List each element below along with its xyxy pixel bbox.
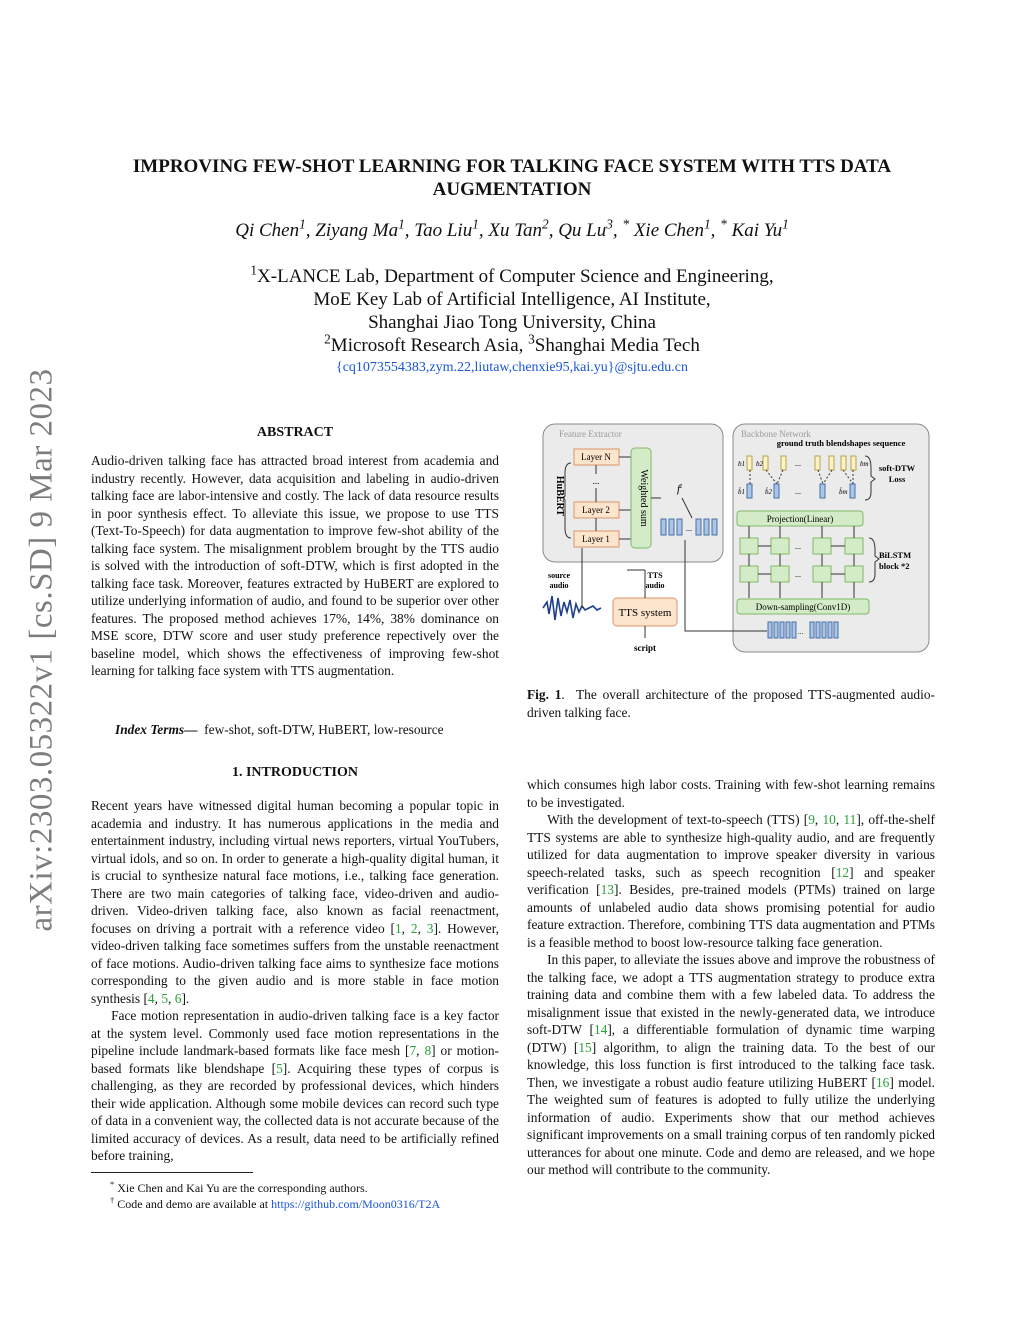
b1-label: b1 xyxy=(738,460,745,468)
affiliation-line: $^1$X-LANCE Lab, Department of Computer Science and Engineering, xyxy=(250,262,774,287)
citation-link[interactable]: 8 xyxy=(424,1043,432,1058)
affiliations xyxy=(100,262,924,357)
citation-link[interactable]: 16 xyxy=(875,1074,890,1090)
citation-link[interactable]: 3 xyxy=(426,920,434,936)
caption-text: The overall architecture of the proposed TTS-augmented audio-driven talking face. xyxy=(527,687,935,720)
bhat1-label: b̂1 xyxy=(738,488,745,496)
author: Kai Yu$^1$ xyxy=(731,216,789,241)
pred-dots: ... xyxy=(795,487,801,496)
script-label: script xyxy=(634,643,656,653)
index-terms-label: Index Terms— xyxy=(115,722,198,737)
citation-link[interactable]: 6 xyxy=(174,990,182,1006)
author: Ziyang Ma$^1$ xyxy=(315,216,405,241)
architecture-diagram xyxy=(527,418,935,680)
author: Xu Tan$^2$ xyxy=(488,216,549,241)
citation-link[interactable]: 13 xyxy=(600,882,614,897)
citation-link[interactable]: 11 xyxy=(843,812,857,827)
citation-link[interactable]: 1 xyxy=(394,920,402,936)
source-label: source xyxy=(547,571,571,580)
citation-link[interactable]: 10 xyxy=(822,812,836,827)
bhat2-label: b̂2 xyxy=(765,488,772,496)
author: Qi Chen$^1$ xyxy=(235,216,306,241)
layer-2-label: Layer 2 xyxy=(582,505,610,515)
affiliation-line: MoE Key Lab of Artificial Intelligence, AI Institute, xyxy=(313,289,711,310)
title-line-2: AUGMENTATION xyxy=(432,179,592,200)
bhatm-label: b̂m xyxy=(839,488,848,496)
layer-dots: ... xyxy=(592,476,600,486)
intro-paragraph-1: Recent years have witnessed digital human becoming a popular topic in academia and industry. It has numerous applications in the media and entertainment industry, including virtual news reporters, virtual YouTubers, virtual idols, and so on. In order to generate a high-quality digital human, it is crucial to synthesize natural face motions, i.e., talking face generation. There are two main categories of talking face, video-driven and audio-driven. Video-driven talking face, also known as facial reenactment, focuses on driving a portrait with a reference video [1, 2, 3]. However, video-driven talking face sometimes suffers from the unstable reenactment of face motions. Audio-driven talking face aims to synthesize face motions corresponding to the given audio and is more stable in face motion synthesis [4, 5, 6]. xyxy=(91,798,500,1006)
feature-dots: ... xyxy=(686,524,692,533)
layer-n-label: Layer N xyxy=(581,452,611,462)
footnote-1: * Xie Chen and Kai Yu are the corresponding authors. xyxy=(110,1180,368,1195)
tts-audio-label: TTS xyxy=(647,571,663,580)
abstract-heading: ABSTRACT xyxy=(256,425,334,440)
bilstm-block-label: block *2 xyxy=(879,561,910,571)
soft-dtw-label: soft-DTW xyxy=(878,463,916,473)
paper-title xyxy=(100,155,924,201)
bilstm-dots: ... xyxy=(795,542,801,551)
intro-paragraph-5: In this paper, to alleviate the issues above and improve the robustness of the talking face, we adopt a TTS augmentation strategy to produce extra training data and combine them with a few labeled data. To address the misalignment issue that existed in the newly-generated data, we introduce soft-DTW [14], a differentiable formulation of dynamic time warping (DTW) [15] algorithm, to align the training data. To the best of our knowledge, this loss function is first introduced to the talking face task. Then, we investigate a robust audio feature utilizing HuBERT [16] model. The weighted sum of features is adopted to fully utilize the underlying information of audio. Experiments show that our method achieves significant improvements on a small training corpus of ten randomly picked utterances for about one minute. Code and demo are released, and we hope our method will contribute to the community. xyxy=(527,952,936,1177)
affiliation-line: $^2$Microsoft Research Asia, $^3$Shanghai Media Tech xyxy=(324,331,700,356)
corresponding-mark: * xyxy=(720,216,727,232)
author: Xie Chen$^1$ xyxy=(633,216,711,241)
gt-dots: ... xyxy=(795,459,801,468)
backbone-label: Backbone Network xyxy=(741,429,811,439)
footnotes xyxy=(110,1180,510,1212)
footnote-2: † Code and demo are available at https://github.com/Moon0316/T2A xyxy=(110,1196,441,1211)
bilstm-dots: ... xyxy=(795,570,801,579)
title-line-1: IMPROVING FEW-SHOT LEARNING FOR TALKING FACE SYSTEM WITH TTS DATA xyxy=(132,156,892,177)
abstract-paragraph: Audio-driven talking face has attracted broad interest from academia and industry recently. However, data acquisition and labeling in audio-driven talking face are labor-intensive and costly. The lack of data resource results in poor synthesis effect. To alleviate this issue, we propose to use TTS (Text-To-Speech) for data augmentation to improve few-shot ability of the talking face system. The misalignment problem brought by the TTS audio is solved with the introduction of soft-DTW, which is first adopted in the talking face task. Moreover, features extracted by HuBERT are explored to utilize underlying information of audio, and found to be superior over other features. The proposed method achieves 17%, 14%, 38% dominance on MSE score, DTW score and user study preference repectively over the baseline model, which shows the effectiveness of improving few-shot learning for talking face system with TTS augmentation. xyxy=(91,453,499,678)
intro-heading: 1. INTRODUCTION xyxy=(231,765,358,780)
intro-left-column xyxy=(91,797,499,1165)
citation-link[interactable]: 5 xyxy=(276,1060,283,1076)
loss-label: Loss xyxy=(888,474,906,484)
affiliation-line: Shanghai Jiao Tong University, China xyxy=(368,312,656,333)
feature-vectors-a xyxy=(661,519,682,535)
citation-link[interactable]: 9 xyxy=(808,812,815,827)
weighted-sum-label: Weighted sum xyxy=(638,469,649,527)
intro-paragraph-2: Face motion representation in audio-driven talking face is a key factor at the system level. Commonly used face motion representations in the pipeline include landmark-based formats like face mesh [7, 8] or motion-based formats like blendshape [5]. Acquiring these types of corpus is challenging, as they are recorded by professional devices, which hinders their wide application. Although some mobile devices can record such type of data in a convenient way, the collected data is not accurate because of the limited accuracy of devices. As a result, data need to be artificially refined before training, xyxy=(91,1008,500,1163)
intro-right-column xyxy=(527,776,935,1179)
source-audio-label: audio xyxy=(549,581,569,590)
feature-f-label: $f^t$ xyxy=(677,482,683,495)
figure-1 xyxy=(527,418,935,720)
citation-link[interactable]: 2 xyxy=(410,920,418,936)
projection-label: Projection(Linear) xyxy=(766,514,834,524)
bilstm-label: BiLSTM xyxy=(879,550,912,560)
tts-audio-sublabel: audio xyxy=(645,581,665,590)
index-terms xyxy=(91,721,499,739)
citation-link[interactable]: 4 xyxy=(147,990,155,1006)
footnote-rule xyxy=(91,1172,253,1173)
source-waveform xyxy=(543,596,601,620)
feature-vectors-b xyxy=(696,519,717,535)
author: Tao Liu$^1$ xyxy=(414,216,479,241)
caption-label: Fig. 1 xyxy=(527,687,562,702)
citation-link[interactable]: 5 xyxy=(161,990,169,1006)
author-emails[interactable]: {cq1073554383,zym.22,liutaw,chenxie95,kai.yu}@sjtu.edu.cn xyxy=(335,360,689,375)
tts-system-label: TTS system xyxy=(618,607,672,619)
intro-paragraph-4: With the development of text-to-speech (TTS) [9, 10, 11], off-the-shelf TTS systems are able to synthesize high-quality audio, and are frequently utilized for data augmentation to improve speaker diversity in various speech-related tasks, such as speech recognition [12] and speaker verification [13]. Besides, pre-trained models (PTMs) trained on large amounts of unlabeled audio data shows promising potential for audio feature extraction. Therefore, combining TTS data augmentation and PTMs is a feasible method to boost low-resource talking face generation. xyxy=(527,812,936,950)
citation-link[interactable]: 12 xyxy=(835,864,850,880)
bm-label: bm xyxy=(860,460,869,468)
corresponding-mark: * xyxy=(622,216,630,232)
author: Qu Lu$^3$ xyxy=(558,216,613,241)
b2-label: b2 xyxy=(756,460,763,468)
gt-sequence-label: ground truth blendshapes sequence xyxy=(776,438,906,448)
arxiv-id: arXiv:2303.05322v1 [cs.SD] 9 Mar 2023 xyxy=(23,368,60,932)
citation-link[interactable]: 7 xyxy=(409,1043,417,1058)
citation-link[interactable]: 15 xyxy=(578,1039,592,1055)
github-link[interactable]: https://github.com/Moon0316/T2A xyxy=(271,1197,441,1211)
abstract-text xyxy=(91,452,499,680)
feature-extractor-label: Feature Extractor xyxy=(559,429,622,439)
intro-paragraph-3: which consumes high labor costs. Training with few-shot learning remains to be investigated. xyxy=(527,777,935,810)
index-terms-text: few-shot, soft-DTW, HuBERT, low-resource xyxy=(204,722,444,737)
layer-1-label: Layer 1 xyxy=(582,534,610,544)
author-list: Qi Chen$^1$, Ziyang Ma$^1$, Tao Liu$^1$, Xu Tan$^2$, Qu Lu$^3$, * Xie Chen$^1$, * Kai Yu$^1$ xyxy=(235,216,789,241)
citation-link[interactable]: 14 xyxy=(593,1022,608,1037)
figure-caption: Fig. 1. The overall architecture of the proposed TTS-augmented audio-driven talking face. xyxy=(527,687,935,720)
arxiv-sidebar xyxy=(12,350,72,950)
downsampling-label: Down-sampling(Conv1D) xyxy=(755,602,851,612)
hubert-label: HuBERT xyxy=(554,475,565,517)
input-dots: ... xyxy=(798,628,804,636)
